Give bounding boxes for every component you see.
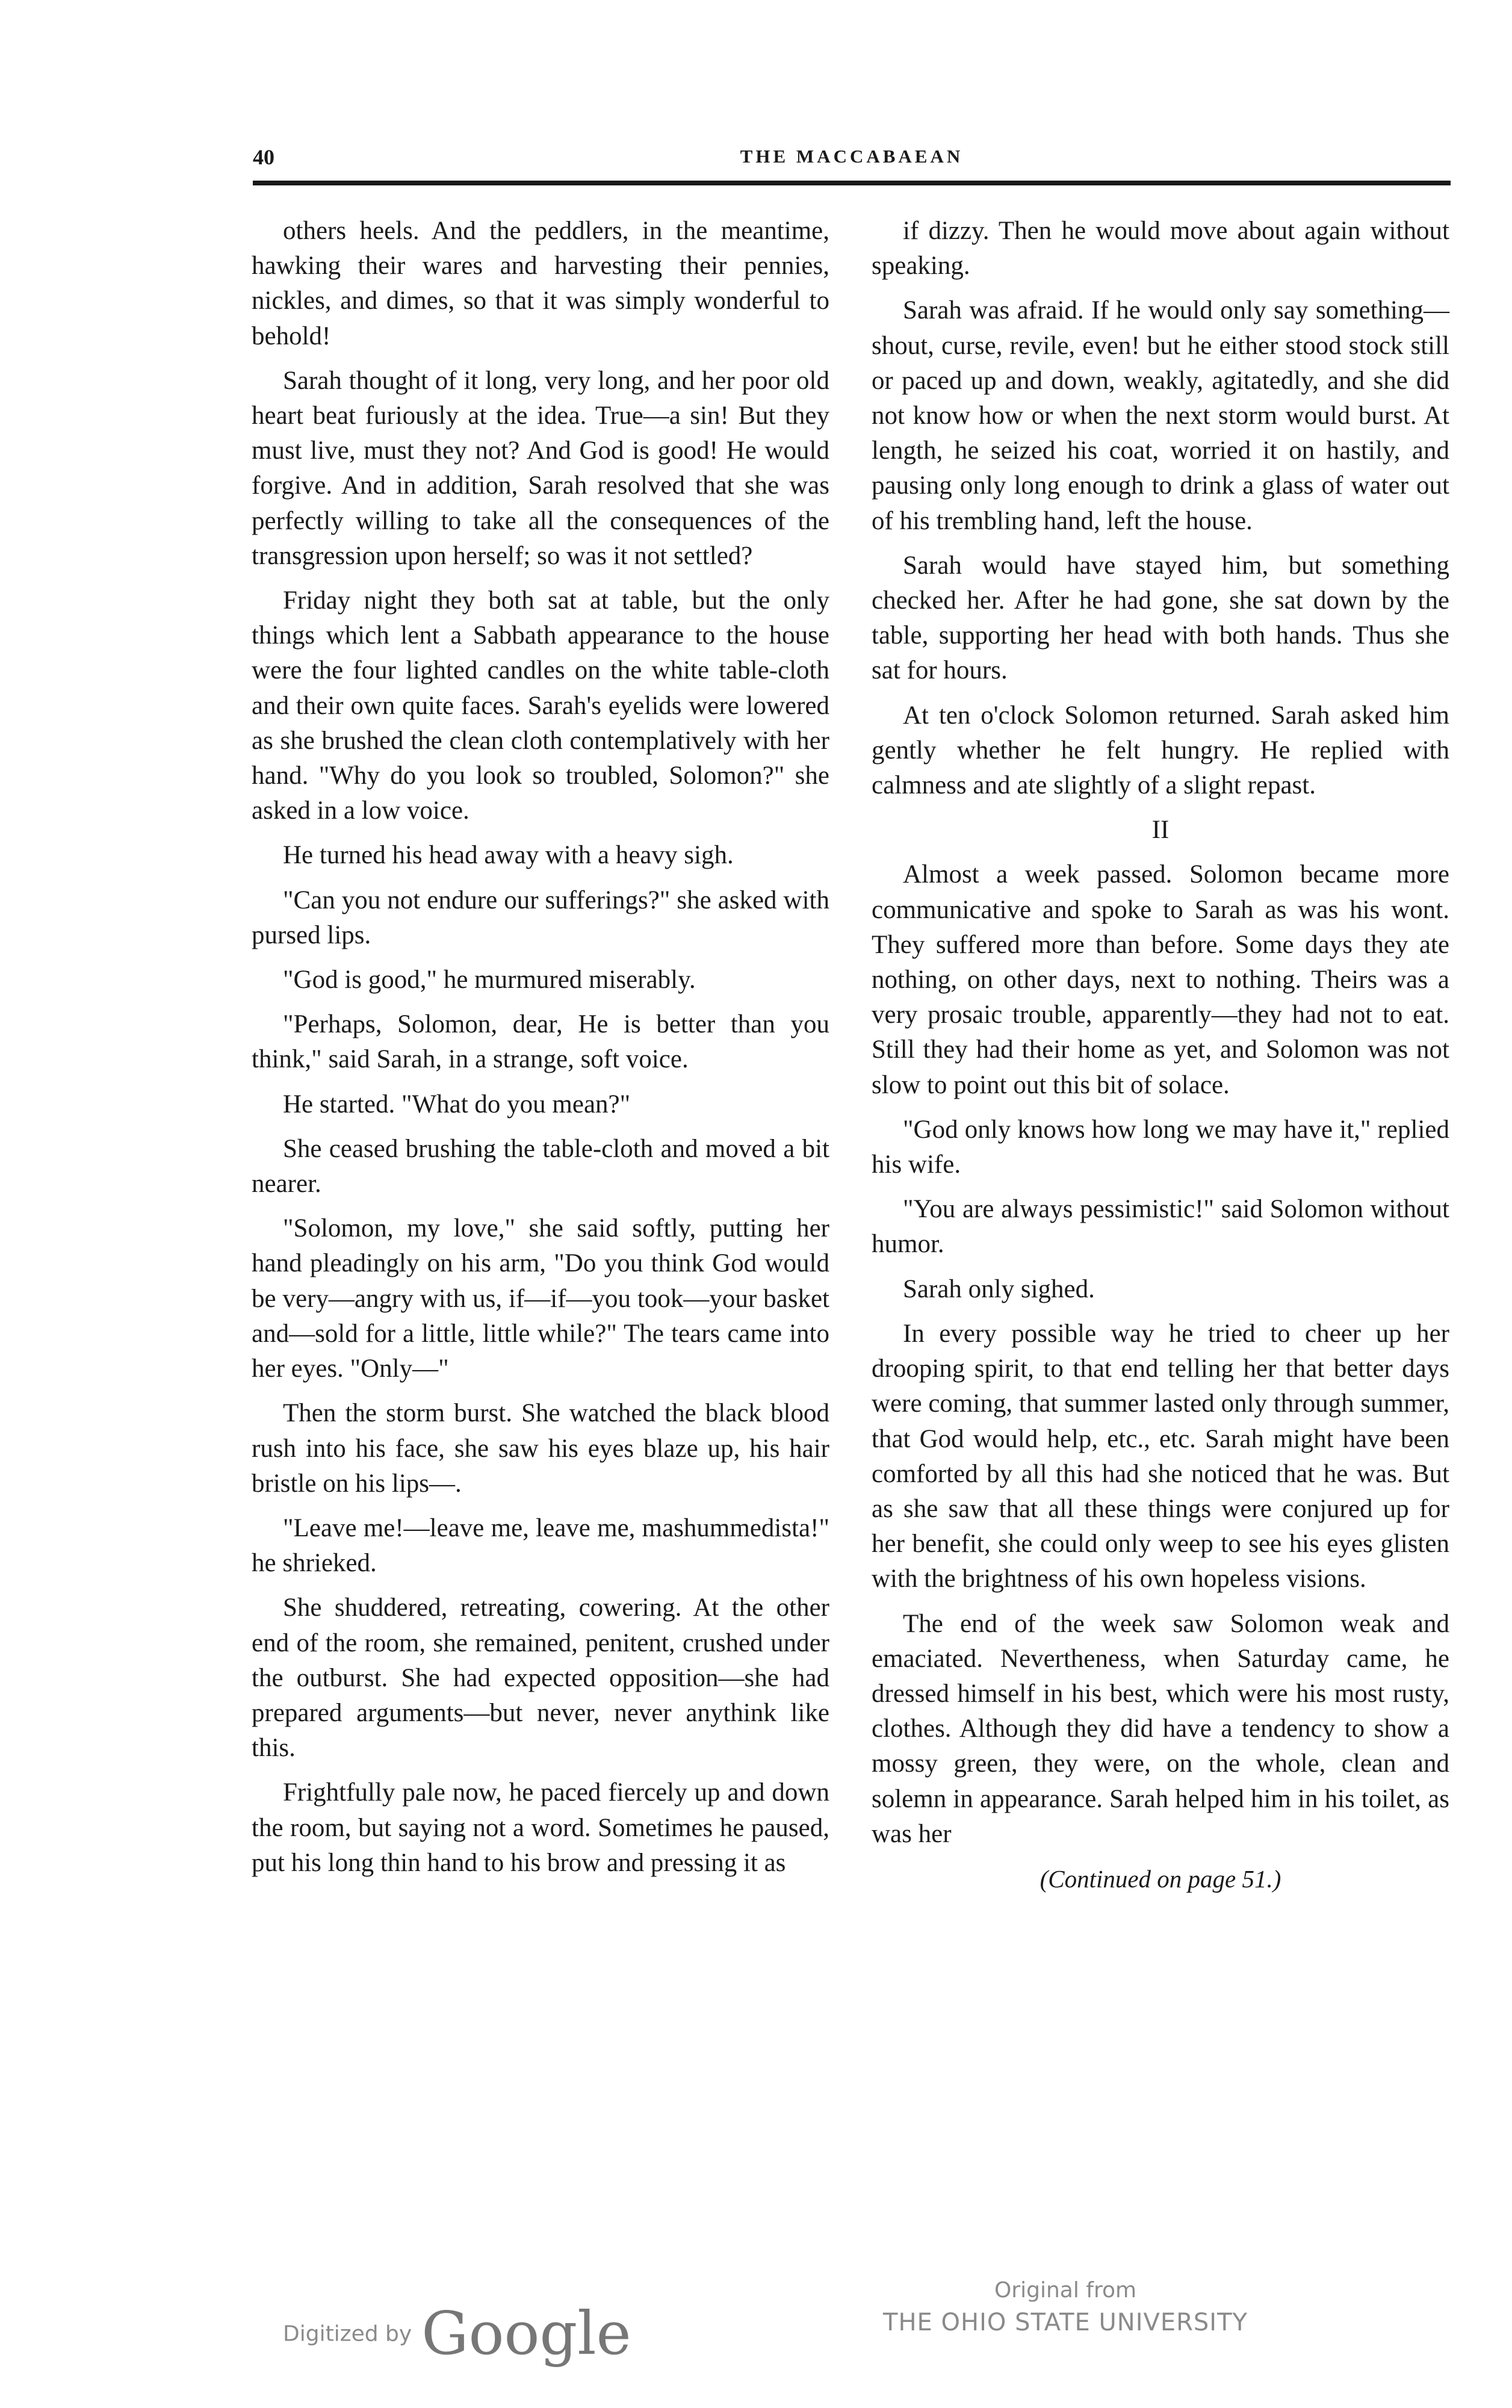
- paragraph: Frightfully pale now, he paced fiercely up and down the room, but saying not a word. Sometimes he paused, put his long thin hand to his brow and pressing it as: [252, 1778, 829, 1877]
- paragraph: "Can you not endure our sufferings?" she asked with pursed lips.: [252, 886, 829, 949]
- paragraph: "Leave me!—leave me, leave me, mashummedista!" he shrieked.: [252, 1513, 829, 1578]
- continued-note: (Continued on page 51.): [1040, 1864, 1281, 1893]
- paragraph: In every possible way he tried to cheer up her drooping spirit, to that end telling her that better days were coming, that summer lasted only through summer, that God would help, etc., etc. Sarah might have been comforted by all this had she noticed that he was. But as she saw that all these things were conjured up for her benefit, she could only weep to see his eyes glisten with the brightness of his own hopeless visions.: [872, 1319, 1449, 1593]
- paragraph: She shuddered, retreating, cowering. At the other end of the room, she remained, penitent, crushed under the outburst. She had expected opposition—she had prepared arguments—but never, never anythink like this.: [252, 1593, 829, 1763]
- paragraph: if dizzy. Then he would move about again without speaking.: [872, 217, 1449, 281]
- running-title: THE MACCABAEAN: [740, 146, 964, 167]
- right-column: [872, 214, 1449, 1906]
- paragraph: "Perhaps, Solomon, dear, He is better than you think," said Sarah, in a strange, soft voice.: [252, 1010, 829, 1074]
- paragraph: The end of the week saw Solomon weak and emaciated. Nevertheness, when Saturday came, he dressed himself in his best, which were his most rusty, clothes. Although they did have a tendency to show a mossy green, they were, on the whole, clean and solemn in appearance. Sarah helped him in his toilet, as was her: [872, 1609, 1449, 1848]
- page-number: 40: [253, 145, 274, 169]
- paragraph: She ceased brushing the table-cloth and moved a bit nearer.: [252, 1134, 829, 1199]
- left-column: [252, 214, 829, 1890]
- paragraph: "God only knows how long we may have it," replied his wife.: [872, 1115, 1449, 1179]
- paragraph: He started. "What do you mean?": [283, 1090, 631, 1119]
- paragraph: Then the storm burst. She watched the black blood rush into his face, she saw his eyes blaze up, his hair bristle on his lips—.: [252, 1399, 829, 1498]
- page-header: [253, 144, 1451, 181]
- paragraph: Sarah was afraid. If he would only say something—shout, curse, revile, even! but he either stood stock still or paced up and down, weakly, agitatedly, and she did not know how or when the next storm would burst. At length, he seized his coat, worried it on hastily, and pausing only long enough to drink a glass of water out of his trembling hand, left the house.: [872, 296, 1449, 535]
- paragraph: Sarah only sighed.: [903, 1274, 1095, 1303]
- paragraph: Sarah would have stayed him, but something checked her. After he had gone, she sat down by the table, supporting her head with both hands. Thus she sat for hours.: [872, 551, 1449, 685]
- digitized-by-label: Digitized by: [283, 2321, 412, 2347]
- paragraph: He turned his head away with a heavy sigh.: [283, 841, 734, 870]
- paragraph: Friday night they both sat at table, but the only things which lent a Sabbath appearance to the house were the four lighted candles on the white table-cloth and their own quite faces. Sarah's eyelids were lowered as she brushed the clean cloth contemplatively with her hand. "Why do you look so troubled, Solomon?" she asked in a low voice.: [252, 586, 829, 825]
- google-logo: Google: [421, 2300, 631, 2368]
- paragraph: others heels. And the peddlers, in the meantime, hawking their wares and harvesting their pennies, nickles, and dimes, so that it was simply wonderful to behold!: [252, 217, 829, 350]
- university-label: THE OHIO STATE UNIVERSITY: [883, 2309, 1248, 2336]
- section-heading: II: [1151, 816, 1170, 845]
- digitized-by-watermark: [283, 2300, 631, 2368]
- original-from-watermark: [855, 2276, 1276, 2339]
- paragraph: "Solomon, my love," she said softly, putting her hand pleadingly on his arm, "Do you think God would be very—angry with us, if—if—you took—your basket and—sold for a little, little while?" The tears came into her eyes. "Only—": [252, 1214, 829, 1383]
- paragraph: At ten o'clock Solomon returned. Sarah asked him gently whether he felt hungry. He replied with calmness and ate slightly of a slight repast.: [872, 701, 1449, 800]
- header-rule: [253, 181, 1451, 185]
- paragraph: "God is good," he murmured miserably.: [283, 966, 696, 995]
- paragraph: Almost a week passed. Solomon became more communicative and spoke to Sarah as was his wont. They suffered more than before. Some days they ate nothing, on other days, next to nothing. Theirs was a very prosaic trouble, apparently—they had not to eat. Still they had their home as yet, and Solomon was not slow to point out this bit of solace.: [872, 860, 1449, 1099]
- paragraph: Sarah thought of it long, very long, and her poor old heart beat furiously at the idea. True—a sin! But they must live, must they not? And God is good! He would forgive. And in addition, Sarah resolved that she was perfectly willing to take all the consequences of the transgression upon herself; so was it not settled?: [252, 366, 829, 570]
- paragraph: "You are always pessimistic!" said Solomon without humor.: [872, 1195, 1449, 1259]
- original-from-label: Original from: [994, 2278, 1137, 2303]
